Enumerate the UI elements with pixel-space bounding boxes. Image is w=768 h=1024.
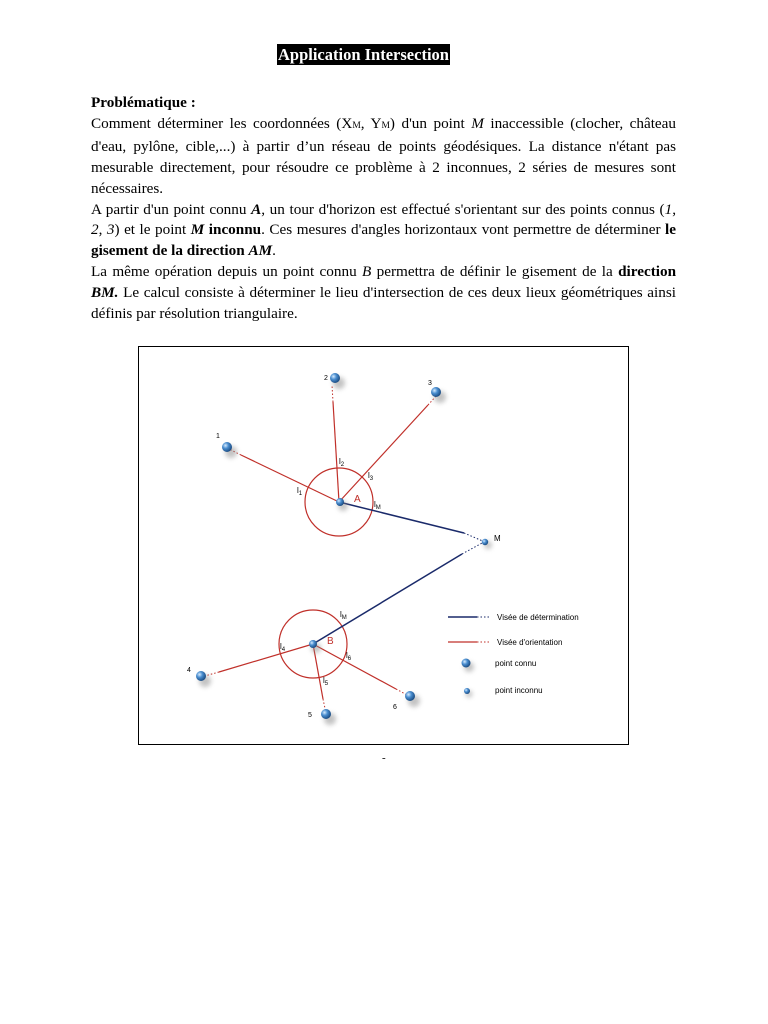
point-4 bbox=[187, 667, 211, 687]
legend-determination: Visée de détermination bbox=[497, 613, 579, 622]
angle-l3: $l_3$ bbox=[368, 471, 374, 482]
sight-A-1 bbox=[241, 455, 339, 502]
angle-l4: $l_4$ bbox=[280, 642, 286, 653]
sight-A-M bbox=[339, 502, 464, 533]
angle-l2: $l_2$ bbox=[339, 457, 345, 468]
point-3 bbox=[428, 380, 446, 403]
svg-text:B: B bbox=[327, 636, 334, 647]
angle-l5: $l_5$ bbox=[323, 676, 329, 687]
angle-l6: $l_6$ bbox=[346, 651, 352, 662]
svg-text:A: A bbox=[354, 494, 361, 505]
svg-text:2: 2 bbox=[324, 375, 328, 382]
legend bbox=[448, 613, 579, 698]
point-1 bbox=[216, 433, 237, 458]
station-A bbox=[336, 494, 361, 511]
paragraph-1: Comment déterminer les coordonnées (XM, YM) d'un point M inaccessible (clocher, château d'eau, pylône, cible,...) à partir d’un réseau de points géodésiques. La distance n'étant pas mesurable directement, pour résoudre ce problème à 2 inconnues, 2 séries de mesures sont nécessaires. bbox=[91, 114, 677, 197]
point-2 bbox=[324, 373, 345, 389]
point-5 bbox=[308, 709, 336, 725]
sight-B-4 bbox=[219, 644, 313, 672]
angle-l1: $l_1$ bbox=[297, 486, 303, 497]
svg-text:1: 1 bbox=[216, 433, 220, 440]
body-text bbox=[91, 93, 676, 325]
angle-lM-A: $l_M$ bbox=[374, 500, 381, 511]
svg-text:6: 6 bbox=[393, 704, 397, 711]
sight-A-3 bbox=[339, 405, 428, 502]
legend-known: point connu bbox=[495, 659, 537, 668]
angle-lM-B: $l_M$ bbox=[340, 610, 347, 621]
svg-text:M: M bbox=[494, 534, 501, 543]
sight-A-M-dotted bbox=[464, 533, 485, 542]
point-6 bbox=[393, 691, 420, 711]
legend-unknown: point inconnu bbox=[495, 686, 543, 695]
point-M bbox=[482, 534, 501, 549]
sight-A-2 bbox=[333, 402, 339, 502]
sight-A-2-dotted bbox=[332, 385, 333, 402]
paragraph-2: A partir d'un point connu A, un tour d'horizon est effectué s'orientant sur des points connus (1, 2, 3) et le point M inconnu. Ces mesures d'angles horizontaux vont permettre de déterminer le gisement de la direction AM. bbox=[91, 200, 677, 260]
page-title: Application Intersection bbox=[278, 45, 449, 64]
svg-text:3: 3 bbox=[428, 380, 432, 387]
sight-B-M bbox=[313, 554, 462, 644]
svg-text:4: 4 bbox=[187, 667, 191, 674]
svg-text:5: 5 bbox=[308, 712, 312, 719]
intersection-diagram bbox=[138, 346, 629, 745]
problem-heading: Problématique : bbox=[91, 94, 196, 111]
page-dash: - bbox=[382, 752, 386, 764]
legend-orientation: Visée d'orientation bbox=[497, 638, 563, 647]
sight-B-M-dotted bbox=[462, 542, 484, 554]
paragraph-3: La même opération depuis un point connu B permettra de définir le gisement de la direction BM. Le calcul consiste à déterminer le lieu d'intersection de ces deux lieux géométriques ainsi définis par résolution triangulaire. bbox=[91, 263, 677, 323]
